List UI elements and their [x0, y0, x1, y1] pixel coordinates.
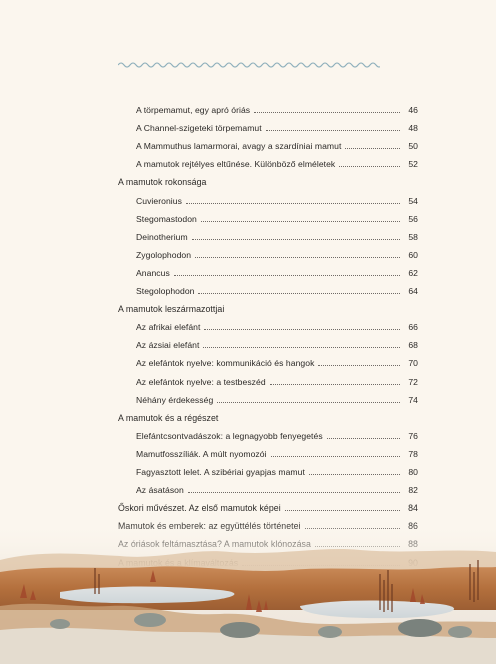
toc-page-number: 52: [408, 159, 418, 170]
toc-entry: [136, 459, 418, 477]
toc-dot-leader: [198, 293, 400, 294]
toc-section-heading: [118, 495, 418, 513]
toc-dot-leader: [327, 438, 400, 439]
toc-page-number: 76: [408, 430, 418, 441]
toc-entry: [136, 242, 418, 260]
toc-entry-title: A mamutok rokonsága: [118, 177, 207, 188]
toc-page-number: 82: [408, 485, 418, 496]
toc-dot-leader: [201, 221, 400, 222]
toc-page-number: 68: [408, 340, 418, 351]
toc-entry: [136, 115, 418, 133]
toc-entry: [136, 188, 418, 206]
decorative-wavy-divider: [118, 60, 380, 70]
toc-section-heading: [118, 296, 418, 314]
toc-dot-leader: [217, 402, 400, 403]
toc-entry-title: Cuvieronius: [136, 195, 182, 206]
toc-page-number: 54: [408, 195, 418, 206]
toc-page-number: 74: [408, 394, 418, 405]
toc-page-number: 48: [408, 123, 418, 134]
toc-page-number: 56: [408, 213, 418, 224]
toc-page-number: 84: [408, 503, 418, 514]
tundra-landscape-illustration: [0, 520, 496, 664]
toc-dot-leader: [195, 257, 400, 258]
toc-page-number: 66: [408, 322, 418, 333]
toc-entry-title: Deinotherium: [136, 231, 188, 242]
toc-entry: [136, 387, 418, 405]
toc-dot-leader: [285, 510, 400, 511]
toc-page-number: 70: [408, 358, 418, 369]
toc-entry-title: Az elefántok nyelve: kommunikáció és hangok: [136, 358, 315, 369]
toc-entry-title: A Mammuthus lamarmorai, avagy a szardíniai mamut: [136, 141, 342, 152]
toc-entry: [136, 423, 418, 441]
toc-entry-title: A mamutok és a régészet: [118, 412, 219, 423]
toc-dot-leader: [271, 456, 400, 457]
toc-entry-title: A Channel-szigeteki törpemamut: [136, 123, 262, 134]
toc-dot-leader: [203, 347, 400, 348]
toc-entry-title: A mamutok rejtélyes eltűnése. Különböző elméletek: [136, 159, 336, 170]
toc-dot-leader: [186, 203, 400, 204]
toc-page-number: 58: [408, 231, 418, 242]
toc-page-number: 78: [408, 448, 418, 459]
toc-entry: [136, 260, 418, 278]
toc-page-number: 80: [408, 467, 418, 477]
toc-page-number: 46: [408, 105, 418, 115]
toc-entry-title: Mamutfosszíliák. A múlt nyomozói: [136, 448, 267, 459]
toc-entry-title: Az ásatáson: [136, 485, 184, 496]
toc-dot-leader: [192, 239, 400, 240]
toc-dot-leader: [318, 365, 400, 366]
toc-page-number: 62: [408, 267, 418, 278]
toc-entry: [136, 151, 418, 169]
toc-entry-title: Anancus: [136, 267, 170, 278]
toc-entry-title: Zygolophodon: [136, 249, 192, 260]
toc-dot-leader: [174, 275, 400, 276]
toc-page-number: 64: [408, 286, 418, 296]
toc-entry-title: Elefántcsontvadászok: a legnagyobb fenyegetés: [136, 430, 323, 441]
toc-page-number: 60: [408, 249, 418, 260]
toc-page-number: 50: [408, 141, 418, 152]
toc-entry-title: Stegomastodon: [136, 213, 197, 224]
toc-dot-leader: [345, 148, 400, 149]
toc-section-heading: [118, 169, 418, 187]
toc-entry-title: Néhány érdekesség: [136, 394, 214, 405]
toc-entry: [136, 206, 418, 224]
toc-entry: [136, 369, 418, 387]
toc-entry-title: Az afrikai elefánt: [136, 322, 201, 333]
toc-entry: [136, 477, 418, 495]
toc-entry: [136, 97, 418, 115]
toc-entry-title: Az ázsiai elefánt: [136, 340, 200, 351]
toc-entry: [136, 332, 418, 350]
toc-entry: [136, 441, 418, 459]
toc-dot-leader: [309, 474, 400, 475]
toc-dot-leader: [339, 166, 400, 167]
toc-dot-leader: [266, 130, 400, 131]
toc-entry: [136, 314, 418, 332]
toc-page-number: 72: [408, 376, 418, 387]
toc-entry-title: Fagyasztott lelet. A szibériai gyapjas mamut: [136, 467, 305, 477]
toc-entry: [136, 133, 418, 151]
toc-entry: [136, 278, 418, 296]
toc-dot-leader: [188, 492, 400, 493]
toc-dot-leader: [254, 112, 400, 113]
toc-section-heading: [118, 405, 418, 423]
toc-entry: [136, 350, 418, 368]
toc-entry-title: A törpemamut, egy apró óriás: [136, 105, 251, 115]
toc-dot-leader: [270, 384, 400, 385]
toc-entry-title: Stegolophodon: [136, 286, 195, 296]
toc-entry-title: Az elefántok nyelve: a testbeszéd: [136, 376, 266, 387]
toc-entry: [136, 224, 418, 242]
toc-dot-leader: [204, 329, 400, 330]
toc-entry-title: Őskori művészet. Az első mamutok képei: [118, 503, 281, 514]
toc-entry-title: A mamutok leszármazottjai: [118, 304, 225, 315]
